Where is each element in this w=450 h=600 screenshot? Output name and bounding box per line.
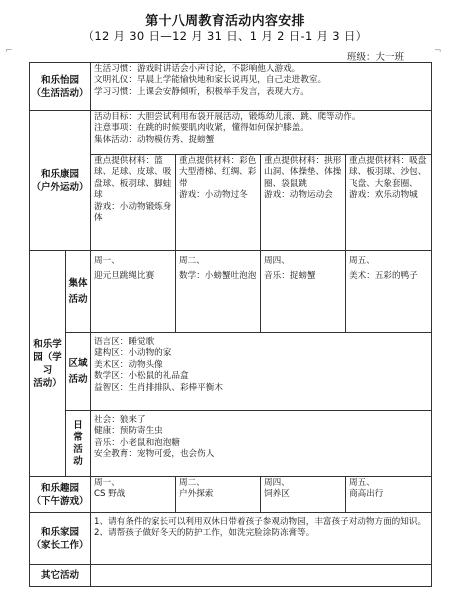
home-line: 1、请有条件的家长可以利用双休日带着孩子参观动物园，丰富孩子对动物方面的知识。 <box>94 517 427 527</box>
area-line: 美术区：动物头像 <box>94 359 163 370</box>
learning-section-label: 和乐学 园（学习 活动） <box>30 251 66 477</box>
area-content <box>91 333 432 411</box>
day-activity: 音乐：捉螃蟹 <box>264 271 316 282</box>
life-line: 学习习惯：上课会安静倾听，积极举手发言，表现大方。 <box>94 86 309 97</box>
day-label: 周二、 <box>179 478 205 488</box>
page-corner-mark: ⌐ <box>5 46 13 56</box>
game-day-cell <box>346 477 432 513</box>
health-content <box>91 111 432 155</box>
collective-row <box>30 251 432 333</box>
health-line: 集体活动：动物模仿秀、捉螃蟹 <box>94 134 215 145</box>
game-day-cell <box>176 477 261 513</box>
day-label: 周四、 <box>264 478 290 488</box>
area-label: 区域 活动 <box>66 333 91 411</box>
area-line: 语言区：睡觉歌 <box>94 337 155 347</box>
life-line: 生活习惯：游戏时讲话会小声讨论，不影响他人游戏。 <box>94 64 301 74</box>
daily-line: 社会：狼来了 <box>94 415 146 425</box>
home-row <box>30 513 432 565</box>
health-line: 活动目标：大胆尝试利用布袋开展活动，锻炼幼儿滚、跳、爬等动作。 <box>94 112 361 122</box>
day-activity: 美术：五彩的鸭子 <box>349 271 418 282</box>
health-materials-row <box>30 155 432 251</box>
other-row <box>30 565 432 587</box>
health-material-cell: 重点提供材料：拱形山洞、体操垫、体操圈、袋鼠跳 游戏：动物运动会 <box>261 155 346 251</box>
day-label: 周五、 <box>349 256 375 266</box>
health-material-cell: 重点提供材料：篮球、足球、皮球、吸盘球、板羽球、脚蛙球 游戏：小动物锻炼身体 <box>91 155 176 251</box>
other-content <box>91 565 432 587</box>
life-row <box>30 63 432 111</box>
collective-day-cell <box>91 251 176 333</box>
day-label: 周五、 <box>349 478 375 488</box>
home-line: 2、请帮孩子做好冬天的防护工作，如洗完脸涂防冻膏等。 <box>94 528 315 539</box>
area-row <box>30 333 432 411</box>
life-section-label: 和乐怡园 （生活活动） <box>30 63 91 111</box>
page-subtitle: （12 月 30 日—12 月 31 日、1 月 2 日-1 月 3 日） <box>82 29 368 43</box>
collective-day-cell <box>176 251 261 333</box>
daily-row <box>30 411 432 477</box>
day-activity: 饲养区 <box>264 489 290 500</box>
game-section-label: 和乐趣园 （下午游戏） <box>30 477 91 513</box>
game-row <box>30 477 432 513</box>
health-section-label: 和乐康园 （户外运动） <box>30 111 91 251</box>
day-activity: 数学：小螃蟹吐泡泡 <box>179 271 257 282</box>
page-title: 第十八周教育活动内容安排 <box>145 14 305 29</box>
day-activity: CS 野战 <box>94 489 126 500</box>
home-content <box>91 513 432 565</box>
daily-line: 健康：预防寄生虫 <box>94 426 163 437</box>
home-section-label: 和乐家园 （家长工作） <box>30 513 91 565</box>
life-line: 文明礼仪：早晨上学能愉快地和家长说再见，自己走进教室。 <box>94 75 327 86</box>
class-label: 班级：大一班 <box>346 52 404 63</box>
area-line: 建构区：小动物的家 <box>94 348 172 359</box>
day-activity: 户外探索 <box>179 489 214 500</box>
day-label: 周二、 <box>179 256 205 266</box>
day-label: 周一、 <box>94 478 120 488</box>
game-day-cell <box>261 477 346 513</box>
health-material-cell: 重点提供材料：彩色大型滑梯、红绸、彩带 游戏：小动物过冬 <box>176 155 261 251</box>
life-content <box>91 63 432 111</box>
day-activity: 商高出行 <box>349 489 384 500</box>
area-line: 数学区：小松鼠的礼品盒 <box>94 371 189 382</box>
daily-content <box>91 411 432 477</box>
health-line: 注意事项：在跳的时候要肌肉收紧，懂得如何保护膝盖。 <box>94 123 309 134</box>
collective-day-cell <box>346 251 432 333</box>
day-label: 周一、 <box>94 256 120 266</box>
game-day-cell <box>91 477 176 513</box>
day-label: 周四、 <box>264 256 290 266</box>
day-activity: 迎元旦跳绳比赛 <box>94 271 155 282</box>
health-material-cell: 重点提供材料：吸盘球、板羽球、沙包、飞盘、大象套圈、 游戏：欢乐动物城 <box>346 155 432 251</box>
collective-label: 集体 活动 <box>66 251 91 333</box>
daily-label: 日 常 活 动 <box>66 411 91 477</box>
other-section-label: 其它活动 <box>30 565 91 587</box>
collective-day-cell <box>261 251 346 333</box>
health-row <box>30 111 432 155</box>
daily-line: 安全教育：宠物可爱，也会伤人 <box>94 449 215 460</box>
page-corner-mark: ¬ <box>434 46 442 56</box>
area-line: 益智区：生肖排排队、彩棒平衡木 <box>94 382 223 393</box>
schedule-table <box>29 62 432 587</box>
daily-line: 音乐：小老鼠和泡泡糖 <box>94 437 180 448</box>
